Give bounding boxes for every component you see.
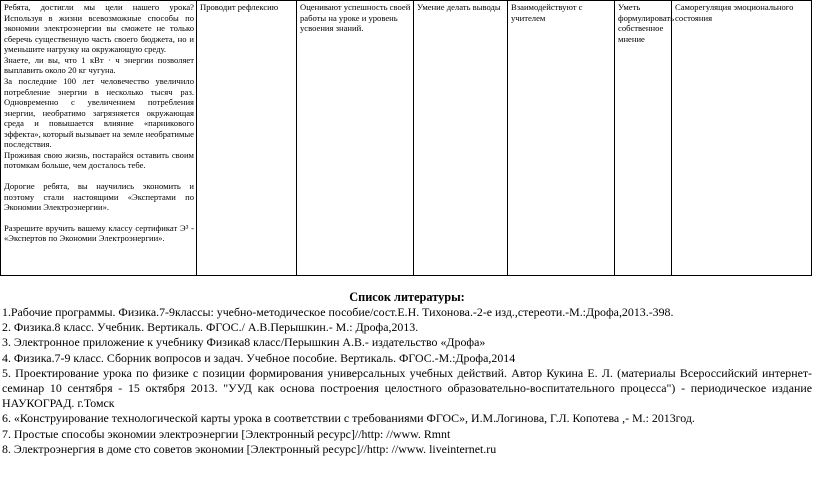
reference-item: 3. Электронное приложение к учебнику Физика8 класс/Перышкин А.В.- издательство «Дрофа»	[2, 335, 486, 350]
personal-uud-cell: Уметь формулировать собственное мнение	[615, 1, 672, 276]
table-row	[1, 1, 812, 276]
paragraph: Знаете, ли вы, что 1 кВт · ч энергии позволяет выплавить около 20 кг чугуна.	[4, 54, 194, 76]
student-activity-cell: Оценивают успешность своей работы на уроке и уровень усвоения знаний.	[297, 1, 414, 276]
references-title: Список литературы:	[349, 290, 465, 304]
regulative-uud-cell: Саморегуляция эмоционального состояния	[672, 1, 812, 276]
paragraph: За последние 100 лет человечество увеличило потребление энергии в несколько тысяч раз. Одновременно с увеличением потребления энергии, необратимо загрязняется окружающая среда и повышается влияние «парникового эффекта», который вызывает на земле необратимые последствия.	[4, 75, 194, 150]
teacher-action-cell: Проводит рефлексию	[197, 1, 297, 276]
communicative-uud-cell: Взаимодействуют с учителем	[508, 1, 615, 276]
reference-item: 2. Физика.8 класс. Учебник. Вертикаль. ФГОС./ А.В.Перышкин.- М.: Дрофа,2013.	[2, 320, 419, 335]
teacher-activity-cell	[1, 1, 197, 276]
reference-item: 6. «Конструирование технологической карты урока в соответствии с требованиями ФГОС», И.М.Логинова, Г.Л. Копотева ,- М.: 2013год.	[2, 411, 695, 426]
reference-item: 7. Простые способы экономии электроэнергии [Электронный ресурс]//http: //www. Rmnt	[2, 426, 451, 441]
paragraph: Проживая свою жизнь, постарайся оставить своим потомкам больше, чем досталось тебе.	[4, 149, 194, 171]
references-section	[2, 290, 812, 457]
reference-item: 8. Электроэнергия в доме сто советов экономии [Электронный ресурс]//http: //www. liveinternet.ru	[2, 441, 497, 456]
reference-item: 1.Рабочие программы. Физика.7-9классы: учебно-методическое пособие/сост.Е.Н. Тихонова.-2-е изд.,стереоти.-М.:Дрофа,2013.-398.	[2, 305, 674, 319]
paragraph: Разрешите вручить вашему классу сертификат Э³ - «Экспертов по Экономии Электроэнергии».	[4, 222, 194, 244]
reference-item: 4. Физика.7-9 класс. Сборник вопросов и задач. Учебное пособие. Вертикаль. ФГОС.-М.:Дрофа,2014	[2, 350, 516, 365]
paragraph: Ребята, достигли мы цели нашего урока? Используя в жизни всевозможные способы по экономии электроэнергии вы сможете не только сберечь существенную часть своего бюджета, но и уменьшите нагрузку на окружающую среду.	[4, 2, 194, 55]
paragraph: Дорогие ребята, вы научились экономить и поэтому стали настоящими «Экспертами по Экономии Электроэнергии».	[4, 181, 194, 213]
reference-item: 5. Проектирование урока по физике с позиции формирования универсальных учебных действий. Автор Кукина Е. Л. (материалы Всероссийский интернет-семинар 10 сентября - 15 октября 2013. "УУД как основа построения целостного образовательно-воспитательного процесса") - периодическое издание НАУКОГРАД. г.Томск	[2, 365, 812, 411]
references-list	[2, 305, 812, 457]
cognitive-uud-cell: Умение делать выводы	[414, 1, 508, 276]
